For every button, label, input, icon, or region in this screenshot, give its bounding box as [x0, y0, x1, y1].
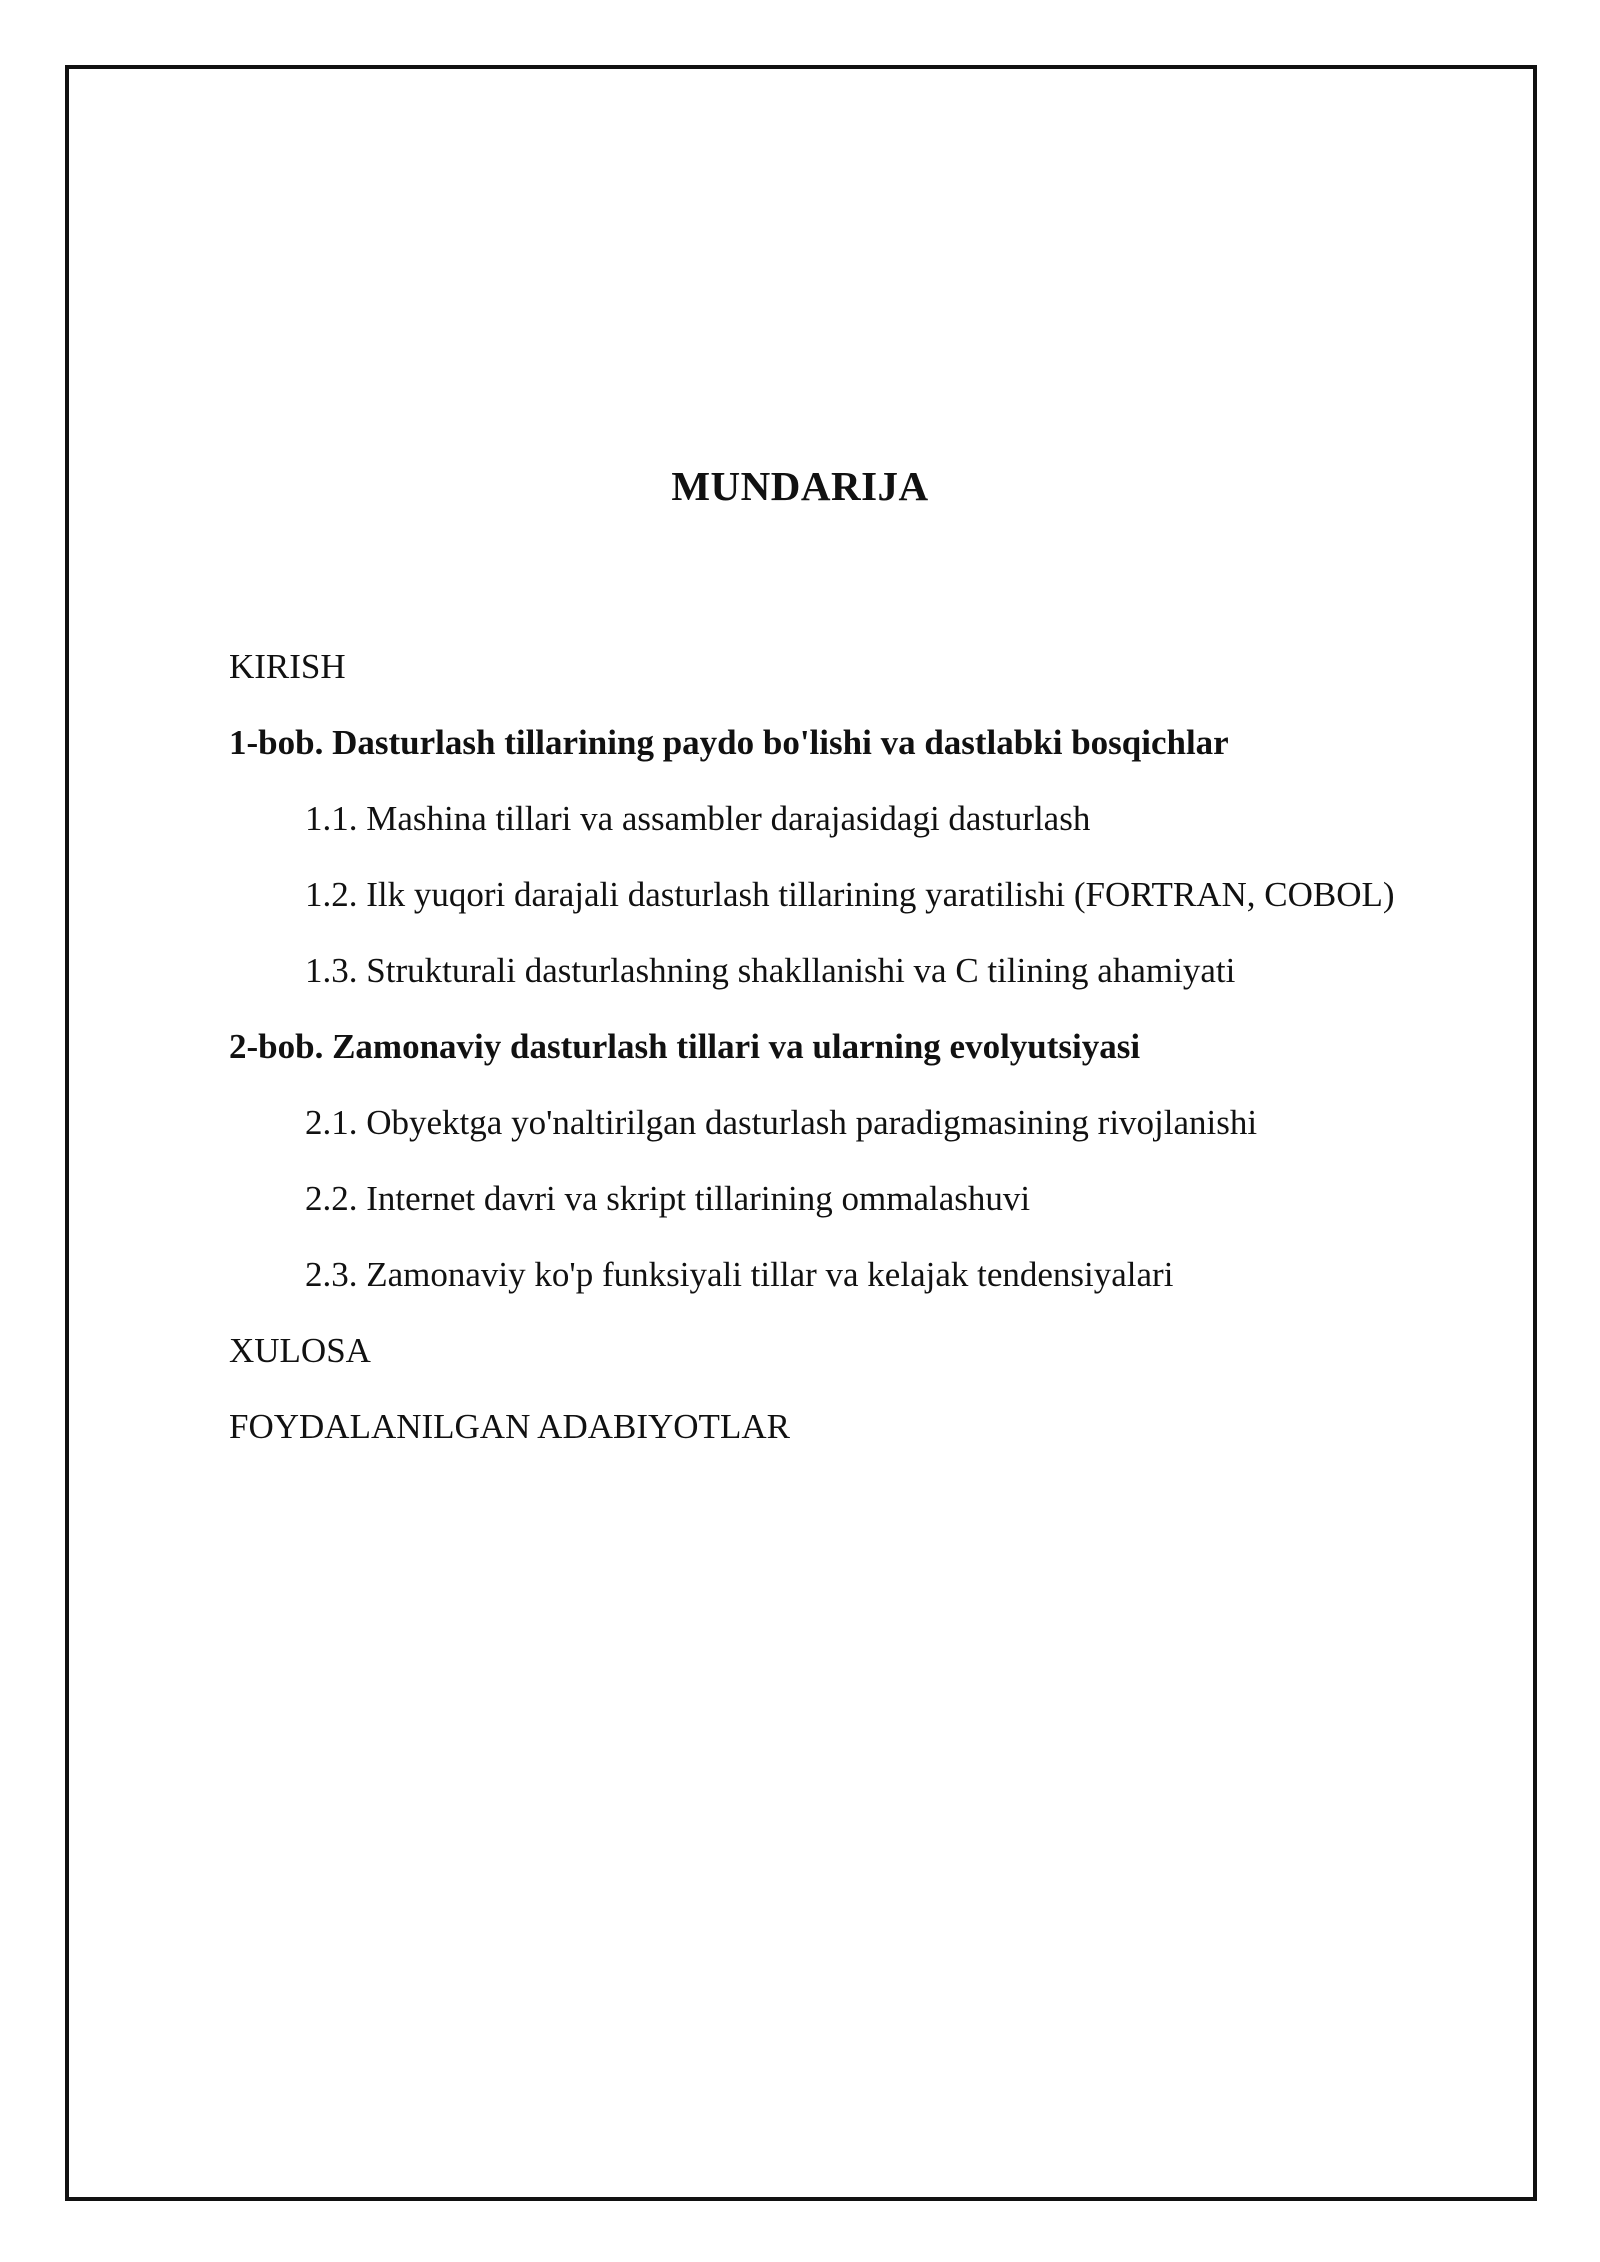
- toc-title: MUNDARIJA: [671, 463, 929, 509]
- toc-entry-section-1-3: 1.3. Strukturali dasturlashning shakllanishi va C tilining ahamiyati: [305, 951, 1236, 990]
- toc-entry-chapter-2: 2-bob. Zamonaviy dasturlash tillari va ularning evolyutsiyasi: [229, 1027, 1141, 1066]
- table-of-contents: [229, 637, 1529, 1473]
- toc-entry-section-2-1: 2.1. Obyektga yo'naltirilgan dasturlash paradigmasining rivojlanishi: [305, 1103, 1258, 1142]
- toc-entry-conclusion: XULOSA: [229, 1331, 371, 1370]
- toc-entry-section-1-1: 1.1. Mashina tillari va assambler darajasidagi dasturlash: [305, 799, 1091, 838]
- toc-entry-section-2-2: 2.2. Internet davri va skript tillarining ommalashuvi: [305, 1179, 1031, 1218]
- toc-entry-section-1-2: 1.2. Ilk yuqori darajali dasturlash tillarining yaratilishi (FORTRAN, COBOL): [305, 875, 1395, 914]
- toc-entry-introduction: KIRISH: [229, 647, 346, 686]
- toc-entry-chapter-1: 1-bob. Dasturlash tillarining paydo bo'lishi va dastlabki bosqichlar: [229, 723, 1229, 762]
- toc-entry-section-2-3: 2.3. Zamonaviy ko'p funksiyali tillar va kelajak tendensiyalari: [305, 1255, 1174, 1294]
- toc-entry-references: FOYDALANILGAN ADABIYOTLAR: [229, 1407, 790, 1446]
